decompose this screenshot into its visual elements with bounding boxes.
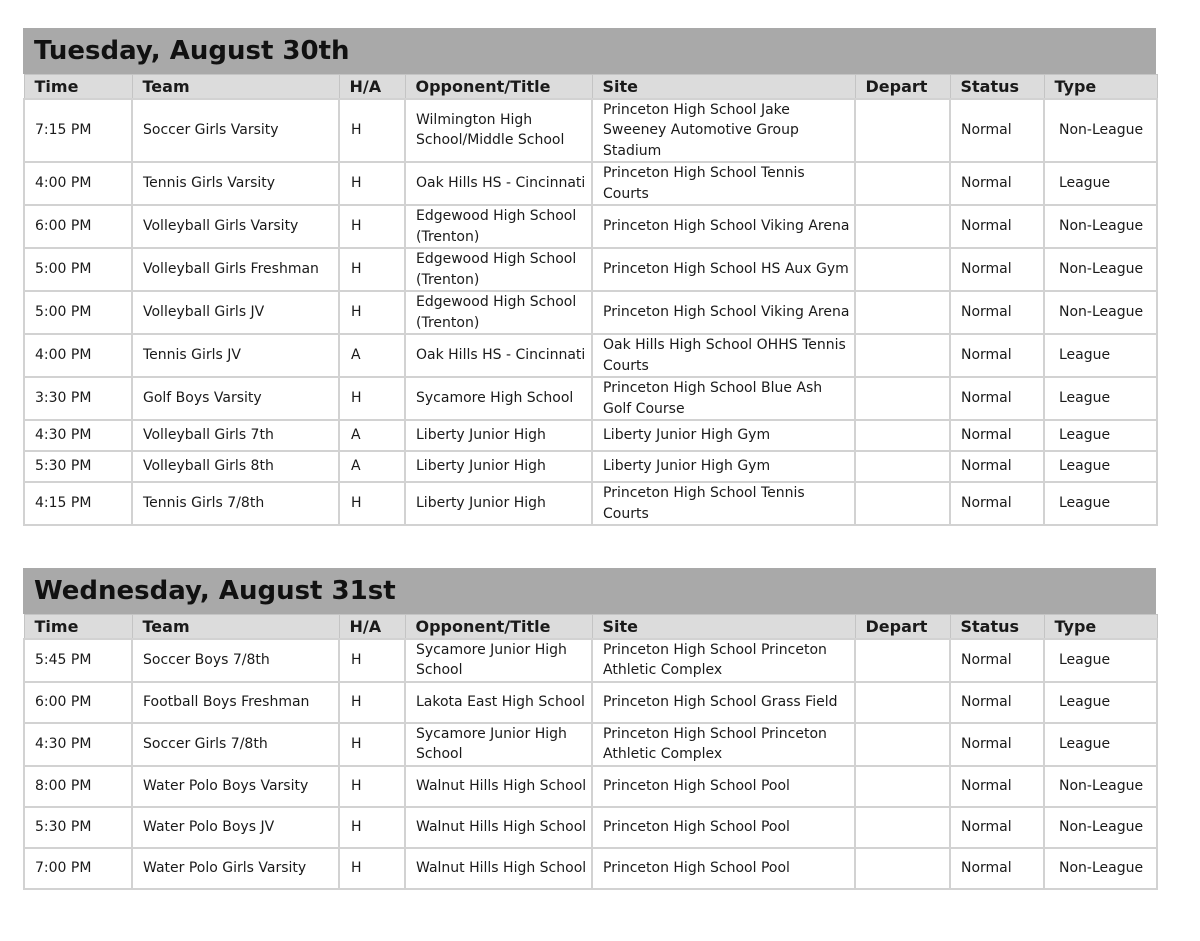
table-row <box>24 99 1157 163</box>
cell-site: Princeton High School Viking Arena <box>592 291 855 334</box>
cell-team: Water Polo Boys Varsity <box>132 766 339 807</box>
cell-site: Princeton High School Jake Sweeney Automotive Group Stadium <box>592 99 855 163</box>
cell-opponent: Walnut Hills High School <box>405 807 592 848</box>
cell-site: Princeton High School Pool <box>592 807 855 848</box>
cell-status: Normal <box>950 377 1044 420</box>
table-row <box>24 377 1157 420</box>
column-header-ha: H/A <box>339 75 405 99</box>
table-row <box>24 451 1157 482</box>
table-row <box>24 807 1157 848</box>
cell-team: Tennis Girls JV <box>132 334 339 377</box>
cell-ha: H <box>339 162 405 205</box>
cell-site: Princeton High School Grass Field <box>592 682 855 723</box>
cell-time: 8:00 PM <box>24 766 132 807</box>
table-row <box>24 848 1157 889</box>
table-row <box>24 766 1157 807</box>
cell-ha: H <box>339 723 405 766</box>
cell-team: Soccer Girls Varsity <box>132 99 339 163</box>
cell-time: 7:00 PM <box>24 848 132 889</box>
cell-team: Soccer Boys 7/8th <box>132 639 339 682</box>
cell-site: Princeton High School HS Aux Gym <box>592 248 855 291</box>
cell-site: Princeton High School Blue Ash Golf Course <box>592 377 855 420</box>
cell-site: Princeton High School Princeton Athletic Complex <box>592 723 855 766</box>
day-heading: Wednesday, August 31st <box>23 568 1156 614</box>
cell-time: 6:00 PM <box>24 205 132 248</box>
cell-type: League <box>1044 451 1157 482</box>
cell-ha: H <box>339 482 405 525</box>
cell-time: 4:00 PM <box>24 162 132 205</box>
cell-type: Non-League <box>1044 248 1157 291</box>
cell-status: Normal <box>950 682 1044 723</box>
column-header-site: Site <box>592 75 855 99</box>
cell-opponent: Liberty Junior High <box>405 482 592 525</box>
cell-time: 4:00 PM <box>24 334 132 377</box>
column-header-site: Site <box>592 615 855 639</box>
cell-type: League <box>1044 377 1157 420</box>
cell-depart <box>855 248 950 291</box>
cell-time: 6:00 PM <box>24 682 132 723</box>
cell-ha: H <box>339 682 405 723</box>
schedule-table <box>23 614 1158 890</box>
table-row <box>24 482 1157 525</box>
cell-ha: A <box>339 334 405 377</box>
cell-depart <box>855 99 950 163</box>
cell-team: Football Boys Freshman <box>132 682 339 723</box>
schedule-table <box>23 74 1158 526</box>
cell-opponent: Edgewood High School (Trenton) <box>405 205 592 248</box>
cell-site: Princeton High School Princeton Athletic Complex <box>592 639 855 682</box>
cell-ha: H <box>339 377 405 420</box>
cell-depart <box>855 334 950 377</box>
cell-depart <box>855 807 950 848</box>
cell-ha: H <box>339 205 405 248</box>
cell-time: 4:30 PM <box>24 723 132 766</box>
cell-type: League <box>1044 682 1157 723</box>
cell-status: Normal <box>950 451 1044 482</box>
schedule-day-tuesday <box>23 28 1156 526</box>
cell-team: Water Polo Boys JV <box>132 807 339 848</box>
cell-depart <box>855 205 950 248</box>
cell-depart <box>855 451 950 482</box>
cell-depart <box>855 162 950 205</box>
cell-status: Normal <box>950 766 1044 807</box>
cell-opponent: Oak Hills HS - Cincinnati <box>405 334 592 377</box>
cell-time: 4:30 PM <box>24 420 132 451</box>
cell-depart <box>855 377 950 420</box>
cell-status: Normal <box>950 639 1044 682</box>
cell-status: Normal <box>950 723 1044 766</box>
cell-status: Normal <box>950 482 1044 525</box>
cell-status: Normal <box>950 162 1044 205</box>
cell-depart <box>855 420 950 451</box>
cell-depart <box>855 291 950 334</box>
cell-opponent: Oak Hills HS - Cincinnati <box>405 162 592 205</box>
column-header-team: Team <box>132 615 339 639</box>
cell-time: 5:30 PM <box>24 451 132 482</box>
cell-site: Princeton High School Pool <box>592 766 855 807</box>
cell-team: Volleyball Girls 7th <box>132 420 339 451</box>
table-row <box>24 682 1157 723</box>
cell-status: Normal <box>950 420 1044 451</box>
cell-time: 7:15 PM <box>24 99 132 163</box>
cell-depart <box>855 482 950 525</box>
cell-time: 5:00 PM <box>24 291 132 334</box>
day-heading: Tuesday, August 30th <box>23 28 1156 74</box>
cell-site: Princeton High School Tennis Courts <box>592 162 855 205</box>
cell-site: Princeton High School Tennis Courts <box>592 482 855 525</box>
cell-opponent: Lakota East High School <box>405 682 592 723</box>
column-header-time: Time <box>24 75 132 99</box>
cell-team: Tennis Girls Varsity <box>132 162 339 205</box>
cell-status: Normal <box>950 99 1044 163</box>
cell-site: Princeton High School Viking Arena <box>592 205 855 248</box>
cell-opponent: Sycamore High School <box>405 377 592 420</box>
cell-type: League <box>1044 334 1157 377</box>
cell-status: Normal <box>950 248 1044 291</box>
cell-team: Volleyball Girls JV <box>132 291 339 334</box>
cell-time: 5:00 PM <box>24 248 132 291</box>
column-header-type: Type <box>1044 75 1157 99</box>
cell-status: Normal <box>950 334 1044 377</box>
column-header-status: Status <box>950 615 1044 639</box>
cell-type: Non-League <box>1044 766 1157 807</box>
cell-type: League <box>1044 162 1157 205</box>
cell-type: League <box>1044 723 1157 766</box>
cell-site: Liberty Junior High Gym <box>592 420 855 451</box>
table-row <box>24 723 1157 766</box>
table-row <box>24 639 1157 682</box>
cell-team: Soccer Girls 7/8th <box>132 723 339 766</box>
cell-type: League <box>1044 482 1157 525</box>
cell-team: Volleyball Girls Varsity <box>132 205 339 248</box>
cell-depart <box>855 848 950 889</box>
cell-team: Volleyball Girls 8th <box>132 451 339 482</box>
cell-ha: A <box>339 451 405 482</box>
cell-status: Normal <box>950 807 1044 848</box>
column-header-depart: Depart <box>855 75 950 99</box>
table-row <box>24 205 1157 248</box>
table-row <box>24 291 1157 334</box>
column-header-opponent: Opponent/Title <box>405 615 592 639</box>
cell-time: 3:30 PM <box>24 377 132 420</box>
cell-ha: H <box>339 807 405 848</box>
cell-ha: A <box>339 420 405 451</box>
cell-opponent: Liberty Junior High <box>405 420 592 451</box>
column-header-opponent: Opponent/Title <box>405 75 592 99</box>
cell-ha: H <box>339 291 405 334</box>
cell-site: Princeton High School Pool <box>592 848 855 889</box>
cell-opponent: Wilmington High School/Middle School <box>405 99 592 163</box>
cell-ha: H <box>339 848 405 889</box>
table-row <box>24 334 1157 377</box>
column-header-status: Status <box>950 75 1044 99</box>
cell-type: Non-League <box>1044 848 1157 889</box>
cell-time: 4:15 PM <box>24 482 132 525</box>
header-row <box>24 615 1157 639</box>
cell-site: Liberty Junior High Gym <box>592 451 855 482</box>
cell-depart <box>855 682 950 723</box>
column-header-ha: H/A <box>339 615 405 639</box>
cell-time: 5:45 PM <box>24 639 132 682</box>
cell-opponent: Walnut Hills High School <box>405 848 592 889</box>
header-row <box>24 75 1157 99</box>
cell-time: 5:30 PM <box>24 807 132 848</box>
cell-depart <box>855 639 950 682</box>
cell-type: Non-League <box>1044 291 1157 334</box>
cell-type: League <box>1044 639 1157 682</box>
cell-opponent: Sycamore Junior High School <box>405 639 592 682</box>
cell-status: Normal <box>950 291 1044 334</box>
cell-opponent: Liberty Junior High <box>405 451 592 482</box>
cell-type: Non-League <box>1044 99 1157 163</box>
cell-type: Non-League <box>1044 205 1157 248</box>
table-row <box>24 162 1157 205</box>
cell-team: Tennis Girls 7/8th <box>132 482 339 525</box>
cell-team: Volleyball Girls Freshman <box>132 248 339 291</box>
schedule-day-wednesday <box>23 568 1156 890</box>
table-row <box>24 420 1157 451</box>
cell-depart <box>855 766 950 807</box>
cell-depart <box>855 723 950 766</box>
column-header-time: Time <box>24 615 132 639</box>
cell-type: Non-League <box>1044 807 1157 848</box>
cell-opponent: Sycamore Junior High School <box>405 723 592 766</box>
cell-status: Normal <box>950 205 1044 248</box>
column-header-depart: Depart <box>855 615 950 639</box>
cell-opponent: Edgewood High School (Trenton) <box>405 291 592 334</box>
cell-type: League <box>1044 420 1157 451</box>
cell-team: Golf Boys Varsity <box>132 377 339 420</box>
cell-ha: H <box>339 248 405 291</box>
cell-opponent: Walnut Hills High School <box>405 766 592 807</box>
column-header-type: Type <box>1044 615 1157 639</box>
column-header-team: Team <box>132 75 339 99</box>
cell-ha: H <box>339 99 405 163</box>
cell-site: Oak Hills High School OHHS Tennis Courts <box>592 334 855 377</box>
cell-team: Water Polo Girls Varsity <box>132 848 339 889</box>
cell-status: Normal <box>950 848 1044 889</box>
cell-ha: H <box>339 639 405 682</box>
table-row <box>24 248 1157 291</box>
cell-ha: H <box>339 766 405 807</box>
cell-opponent: Edgewood High School (Trenton) <box>405 248 592 291</box>
